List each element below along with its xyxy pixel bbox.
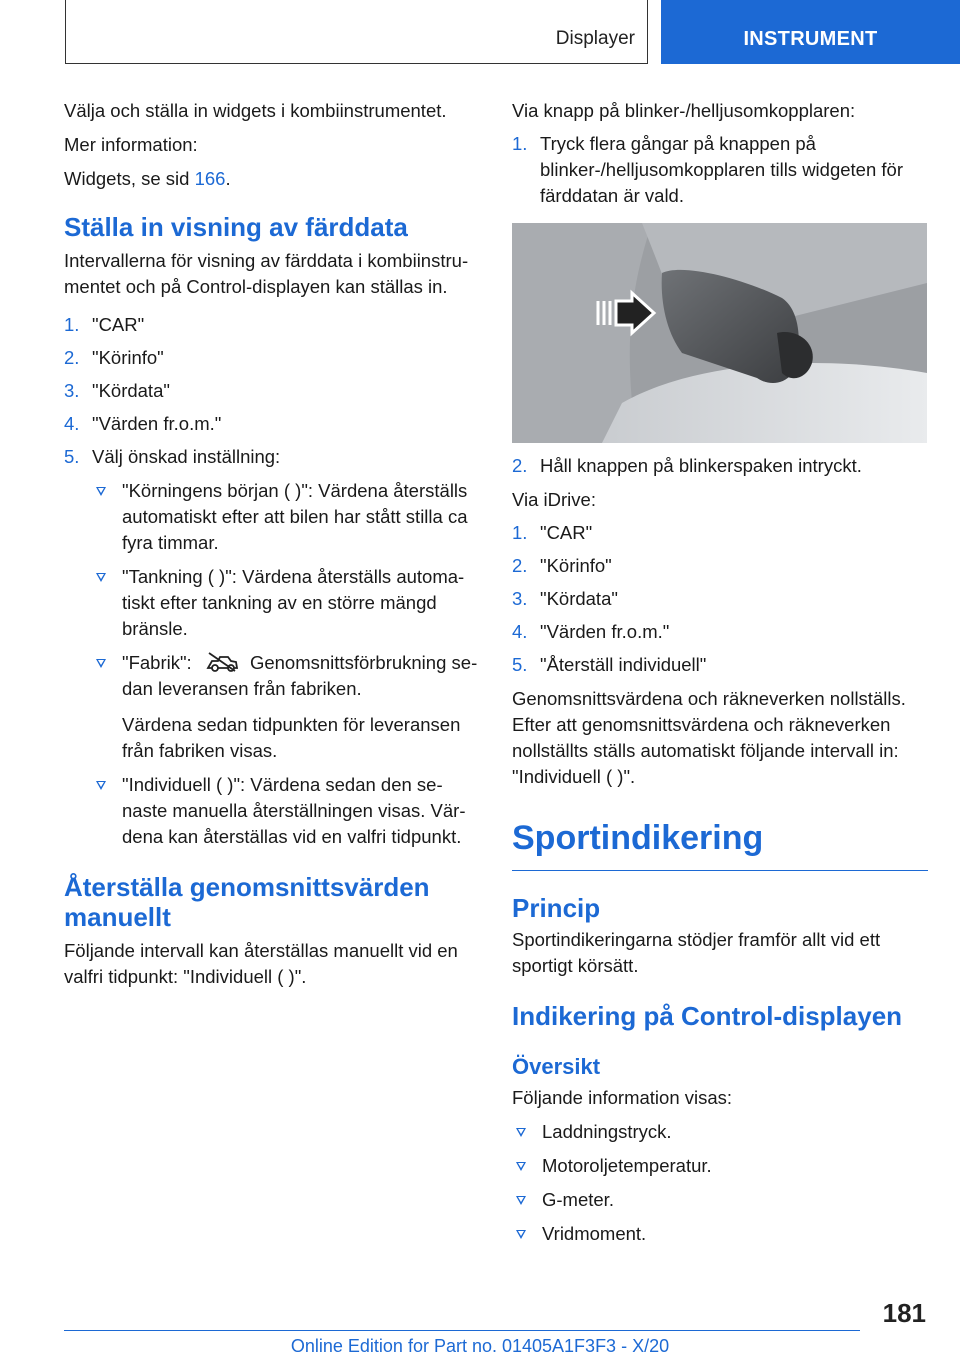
list-item	[512, 586, 928, 612]
list-text: "Kördata"	[92, 380, 170, 401]
list-item	[512, 553, 928, 579]
option-text: Genomsnittsförbrukning sedan leveransen från fabriken.	[122, 652, 478, 699]
list-text: "CAR"	[92, 314, 145, 335]
list-text: "Körinfo"	[540, 555, 612, 576]
list-number: 1.	[64, 314, 80, 335]
list-number: 3.	[64, 380, 80, 401]
list-item	[64, 378, 480, 404]
factory-consumption-icon	[205, 650, 241, 674]
list-item	[512, 1119, 928, 1145]
option-text: "Tankning ( )": Värdena återställs automatiskt efter tankning av en större mängd bränsle.	[122, 566, 465, 639]
list-text: Välj önskad inställning:	[92, 446, 281, 467]
option-text: "Individuell ( )": Värdena sedan den senaste manuella återställningen visas. Värdena kan återställas vid en valfri tidpunkt.	[122, 774, 466, 847]
list-text: Tryck flera gångar på knappen på blinker-/helljusomkopplaren tills widgeten för färddatan är vald.	[540, 133, 903, 206]
options-list	[92, 478, 480, 850]
button-steps-list	[512, 131, 928, 209]
list-text: Håll knappen på blinkerspaken intryckt.	[540, 455, 862, 476]
list-item	[512, 131, 928, 209]
bullet-triangle-icon	[516, 1128, 526, 1137]
list-item	[64, 345, 480, 371]
bullet-triangle-icon	[96, 781, 106, 790]
page-ref-link[interactable]: 166	[194, 168, 226, 189]
list-item	[512, 1187, 928, 1213]
list-item	[512, 1153, 928, 1179]
heading-sport-display: Sportindikering	[512, 818, 928, 871]
turn-signal-stalk-illustration	[512, 223, 927, 443]
list-item	[512, 652, 928, 678]
header-section-box	[65, 0, 648, 64]
intro-text-3	[64, 166, 480, 192]
via-idrive-text: Via iDrive:	[512, 489, 596, 510]
via-button-text: Via knapp på blinker-/helljusomkopplaren:	[512, 100, 856, 121]
footer-edition-link[interactable]: Online Edition for Part no. 01405A1F3F3 - X/20	[290, 1336, 670, 1356]
list-text: "Körinfo"	[92, 347, 164, 368]
list-text: G-meter.	[542, 1189, 614, 1210]
button-steps-list-2	[512, 453, 928, 479]
list-text: Vridmoment.	[542, 1223, 647, 1244]
turn-signal-stalk-photo	[512, 223, 927, 443]
heading-reset-averages: Återställa genomsnittsvärden manuellt	[64, 872, 430, 932]
list-text: "Värden fr.o.m."	[540, 621, 670, 642]
list-item	[64, 444, 480, 850]
option-item	[92, 564, 480, 642]
list-text: Motoroljetemperatur.	[542, 1155, 712, 1176]
header-section-title: Displayer	[555, 28, 635, 49]
page-number: 181	[882, 1298, 926, 1328]
reset-result-text: Genomsnittsvärdena och räkneverken nollställs. Efter att genomsnittsvärdena och räkneverken nollställts ställs automatiskt följande intervall in: "Individuell ( )".	[512, 688, 906, 787]
option-item	[92, 650, 480, 764]
list-item	[512, 453, 928, 479]
list-text: "Kördata"	[540, 588, 618, 609]
option-prefix: "Fabrik":	[122, 652, 192, 673]
list-text: "Återställ individuell"	[540, 654, 707, 675]
list-number: 4.	[64, 413, 80, 434]
heading-overview: Översikt	[512, 1054, 601, 1079]
footer-divider	[64, 1330, 860, 1331]
list-item	[512, 520, 928, 546]
list-item	[512, 1221, 928, 1247]
heading-trip-data: Ställa in visning av färddata	[64, 212, 408, 242]
list-number: 5.	[512, 654, 528, 675]
bullet-triangle-icon	[516, 1162, 526, 1171]
option-item	[92, 772, 480, 850]
list-number: 5.	[64, 446, 80, 467]
list-text: "Värden fr.o.m."	[92, 413, 222, 434]
option-subtext: Värdena sedan tidpunkten för leveransen från fabriken visas.	[122, 714, 461, 761]
option-text: "Körningens början ( )": Värdena återställs automatiskt efter att bilen har stått stilla ca fyra timmar.	[122, 480, 468, 553]
overview-bullets	[512, 1119, 928, 1247]
list-number: 2.	[512, 555, 528, 576]
intro-text-3-prefix: Widgets, se sid	[64, 168, 195, 189]
bullet-triangle-icon	[516, 1196, 526, 1205]
heading-principle: Princip	[512, 893, 601, 923]
bullet-triangle-icon	[96, 573, 106, 582]
list-number: 1.	[512, 133, 528, 154]
intro-text-1: Välja och ställa in widgets i kombiinstrumentet.	[64, 100, 447, 121]
list-text: Laddningstryck.	[542, 1121, 672, 1142]
idrive-steps-list	[512, 520, 928, 678]
list-text: "CAR"	[540, 522, 593, 543]
bullet-triangle-icon	[96, 659, 106, 668]
list-item	[64, 312, 480, 338]
list-number: 2.	[64, 347, 80, 368]
bullet-triangle-icon	[96, 487, 106, 496]
trip-data-text: Intervallerna för visning av färddata i kombiinstrumentet och på Control-displayen kan ställas in.	[64, 250, 469, 297]
overview-text: Följande information visas:	[512, 1087, 733, 1108]
right-column	[512, 98, 928, 1247]
reset-text: Följande intervall kan återställas manuellt vid en valfri tidpunkt: "Individuell ( )".	[64, 940, 458, 987]
list-number: 3.	[512, 588, 528, 609]
intro-text-3-suffix: .	[225, 168, 231, 189]
list-number: 2.	[512, 455, 528, 476]
header-chapter-tab: INSTRUMENT	[661, 0, 960, 64]
principle-text: Sportindikeringarna stödjer framför allt vid ett sportigt körsätt.	[512, 929, 881, 976]
bullet-triangle-icon	[516, 1230, 526, 1239]
intro-text-2: Mer information:	[64, 134, 198, 155]
list-number: 1.	[512, 522, 528, 543]
list-item	[512, 619, 928, 645]
list-number: 4.	[512, 621, 528, 642]
left-column	[64, 98, 480, 990]
heading-control-display: Indikering på Control-displayen	[512, 1001, 903, 1031]
trip-steps-list	[64, 312, 480, 850]
option-item	[92, 478, 480, 556]
list-item	[64, 411, 480, 437]
